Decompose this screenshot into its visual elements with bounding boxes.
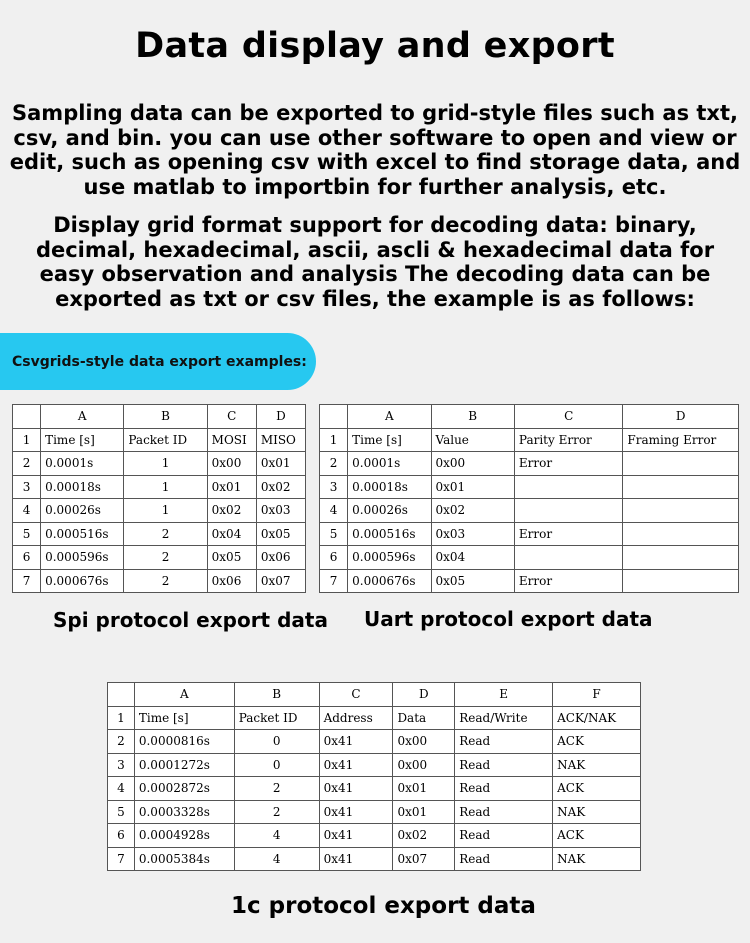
table-cell: Address <box>319 706 393 730</box>
table-cell: ACK <box>553 730 641 754</box>
table-cell: 0.0004928s <box>134 824 234 848</box>
table-row <box>320 522 739 546</box>
table-cell: Read <box>455 777 553 801</box>
table-cell: Error <box>514 452 623 476</box>
intro-paragraph: Sampling data can be exported to grid-style files such as txt, csv, and bin. you can use other software to open and view or edit, such as opening csv with excel to find storage data, and use matlab to importbin for further analysis, etc. <box>9 101 741 199</box>
table-cell: 0x06 <box>207 569 256 593</box>
table-cell: ACK <box>553 824 641 848</box>
table-cell: Framing Error <box>623 428 739 452</box>
table-row <box>13 428 306 452</box>
table-cell: Read <box>455 824 553 848</box>
table-cell: 0.0001s <box>41 452 124 476</box>
table-cell <box>623 569 739 593</box>
table-row <box>13 522 306 546</box>
table-cell: 0 <box>234 730 319 754</box>
table-cell: 0.000676s <box>348 569 431 593</box>
table-cell: 4 <box>234 824 319 848</box>
table-cell: 0x41 <box>319 730 393 754</box>
column-header-row <box>13 405 306 429</box>
table-cell: 0x02 <box>207 499 256 523</box>
table-cell: 0.0002872s <box>134 777 234 801</box>
row-number: 1 <box>320 428 348 452</box>
column-header: D <box>623 405 739 429</box>
spi-export-table <box>12 404 306 593</box>
table-cell: 0.0001272s <box>134 753 234 777</box>
table-cell <box>514 546 623 570</box>
table-cell: 0.000516s <box>41 522 124 546</box>
table-row <box>108 824 641 848</box>
table-cell: 0x05 <box>431 569 514 593</box>
table-cell: 0.0000816s <box>134 730 234 754</box>
table-cell <box>623 475 739 499</box>
column-header: A <box>41 405 124 429</box>
row-number: 4 <box>108 777 135 801</box>
i2c-export-table <box>107 682 641 871</box>
table-row <box>320 499 739 523</box>
table-cell: 0x03 <box>256 499 305 523</box>
row-number: 5 <box>320 522 348 546</box>
table-cell: Parity Error <box>514 428 623 452</box>
row-number: 3 <box>13 475 41 499</box>
table-cell: 2 <box>234 777 319 801</box>
examples-badge-label: Csvgrids-style data export examples: <box>12 353 307 370</box>
table-cell: Error <box>514 522 623 546</box>
table-cell: Packet ID <box>234 706 319 730</box>
row-number: 2 <box>13 452 41 476</box>
row-number: 2 <box>320 452 348 476</box>
table-cell <box>623 546 739 570</box>
table-row <box>320 475 739 499</box>
column-header: D <box>393 683 455 707</box>
table-cell: 0x02 <box>256 475 305 499</box>
column-header: F <box>553 683 641 707</box>
row-number: 1 <box>108 706 135 730</box>
column-header: B <box>431 405 514 429</box>
table-cell: 0x01 <box>393 800 455 824</box>
row-number: 2 <box>108 730 135 754</box>
table-cell: Read <box>455 847 553 871</box>
table-cell: Time [s] <box>348 428 431 452</box>
uart-export-table <box>319 404 739 593</box>
examples-badge <box>0 333 316 390</box>
table-cell: 0x05 <box>207 546 256 570</box>
table-cell: Value <box>431 428 514 452</box>
row-number: 5 <box>108 800 135 824</box>
table-cell: 0x01 <box>393 777 455 801</box>
table-cell: 0x02 <box>393 824 455 848</box>
table-cell: 0x01 <box>431 475 514 499</box>
table-cell: 0x41 <box>319 777 393 801</box>
row-number: 1 <box>13 428 41 452</box>
row-number: 7 <box>13 569 41 593</box>
table-row <box>13 546 306 570</box>
corner-cell <box>108 683 135 707</box>
column-header: C <box>319 683 393 707</box>
table-cell: Data <box>393 706 455 730</box>
row-number: 6 <box>13 546 41 570</box>
table-cell: Read <box>455 753 553 777</box>
table-cell: 1 <box>124 452 207 476</box>
table-cell: 0x00 <box>393 730 455 754</box>
table-cell: 0x02 <box>431 499 514 523</box>
table-cell: 0.0001s <box>348 452 431 476</box>
table-cell: ACK/NAK <box>553 706 641 730</box>
table-cell: 0x05 <box>256 522 305 546</box>
table-cell: Error <box>514 569 623 593</box>
corner-cell <box>13 405 41 429</box>
table-cell: 0x41 <box>319 753 393 777</box>
uart-caption: Uart protocol export data <box>364 607 653 631</box>
table-cell: 0x00 <box>207 452 256 476</box>
table-cell: 0x41 <box>319 800 393 824</box>
table-cell: Read <box>455 730 553 754</box>
table-row <box>13 475 306 499</box>
row-number: 3 <box>108 753 135 777</box>
row-number: 4 <box>320 499 348 523</box>
table-cell: 0.00018s <box>41 475 124 499</box>
table-cell: 0.000676s <box>41 569 124 593</box>
table-row <box>320 428 739 452</box>
table-row <box>108 847 641 871</box>
row-number: 7 <box>320 569 348 593</box>
table-cell: 0x03 <box>431 522 514 546</box>
table-cell: NAK <box>553 753 641 777</box>
table-cell: 0x06 <box>256 546 305 570</box>
row-number: 7 <box>108 847 135 871</box>
table-cell <box>623 499 739 523</box>
table-cell: 2 <box>234 800 319 824</box>
table-cell: 0x01 <box>207 475 256 499</box>
table-cell: 0x07 <box>256 569 305 593</box>
table-cell: Packet ID <box>124 428 207 452</box>
spi-caption: Spi protocol export data <box>53 608 328 632</box>
table-cell: Time [s] <box>41 428 124 452</box>
table-row <box>320 569 739 593</box>
table-row <box>13 499 306 523</box>
table-row <box>108 777 641 801</box>
table-cell: 0.000596s <box>41 546 124 570</box>
table-cell: 0 <box>234 753 319 777</box>
table-row <box>320 452 739 476</box>
table-cell: 2 <box>124 569 207 593</box>
table-cell: 0.0003328s <box>134 800 234 824</box>
table-cell <box>623 452 739 476</box>
table-cell: 0x41 <box>319 847 393 871</box>
column-header: A <box>348 405 431 429</box>
column-header: B <box>234 683 319 707</box>
table-cell: ACK <box>553 777 641 801</box>
table-cell: 0x04 <box>431 546 514 570</box>
column-header: D <box>256 405 305 429</box>
table-cell: NAK <box>553 800 641 824</box>
table-cell: Read <box>455 800 553 824</box>
table-cell: 1 <box>124 499 207 523</box>
table-cell: Read/Write <box>455 706 553 730</box>
page-title: Data display and export <box>135 26 615 66</box>
table-cell: 0x00 <box>393 753 455 777</box>
column-header: B <box>124 405 207 429</box>
column-header: C <box>207 405 256 429</box>
table-cell <box>514 499 623 523</box>
table-cell: 0.000596s <box>348 546 431 570</box>
table-cell: Time [s] <box>134 706 234 730</box>
table-row <box>13 569 306 593</box>
table-cell <box>514 475 623 499</box>
row-number: 5 <box>13 522 41 546</box>
table-row <box>320 546 739 570</box>
table-cell: NAK <box>553 847 641 871</box>
table-cell: 0x01 <box>256 452 305 476</box>
table-cell: 1 <box>124 475 207 499</box>
table-row <box>108 753 641 777</box>
table-cell: 0.0005384s <box>134 847 234 871</box>
table-cell: 2 <box>124 522 207 546</box>
column-header: A <box>134 683 234 707</box>
row-number: 3 <box>320 475 348 499</box>
table-cell: 0x04 <box>207 522 256 546</box>
table-row <box>108 730 641 754</box>
table-cell: 0x41 <box>319 824 393 848</box>
column-header-row <box>320 405 739 429</box>
column-header-row <box>108 683 641 707</box>
table-row <box>108 800 641 824</box>
table-cell: MISO <box>256 428 305 452</box>
table-row <box>108 706 641 730</box>
table-cell: 0x07 <box>393 847 455 871</box>
table-row <box>13 452 306 476</box>
table-cell: 0.00026s <box>41 499 124 523</box>
row-number: 6 <box>108 824 135 848</box>
table-cell: 0x00 <box>431 452 514 476</box>
i2c-caption: 1c protocol export data <box>231 893 536 919</box>
corner-cell <box>320 405 348 429</box>
row-number: 6 <box>320 546 348 570</box>
table-cell <box>623 522 739 546</box>
table-cell: 0.000516s <box>348 522 431 546</box>
table-cell: 0.00026s <box>348 499 431 523</box>
table-cell: 4 <box>234 847 319 871</box>
format-paragraph: Display grid format support for decoding data: binary, decimal, hexadecimal, ascii, ascli & hexadecimal data for easy observation and analysis The decoding data can be exported as txt or csv files, the example is as follows: <box>35 213 715 311</box>
table-cell: 0.00018s <box>348 475 431 499</box>
table-cell: 2 <box>124 546 207 570</box>
table-cell: MOSI <box>207 428 256 452</box>
column-header: E <box>455 683 553 707</box>
row-number: 4 <box>13 499 41 523</box>
column-header: C <box>514 405 623 429</box>
